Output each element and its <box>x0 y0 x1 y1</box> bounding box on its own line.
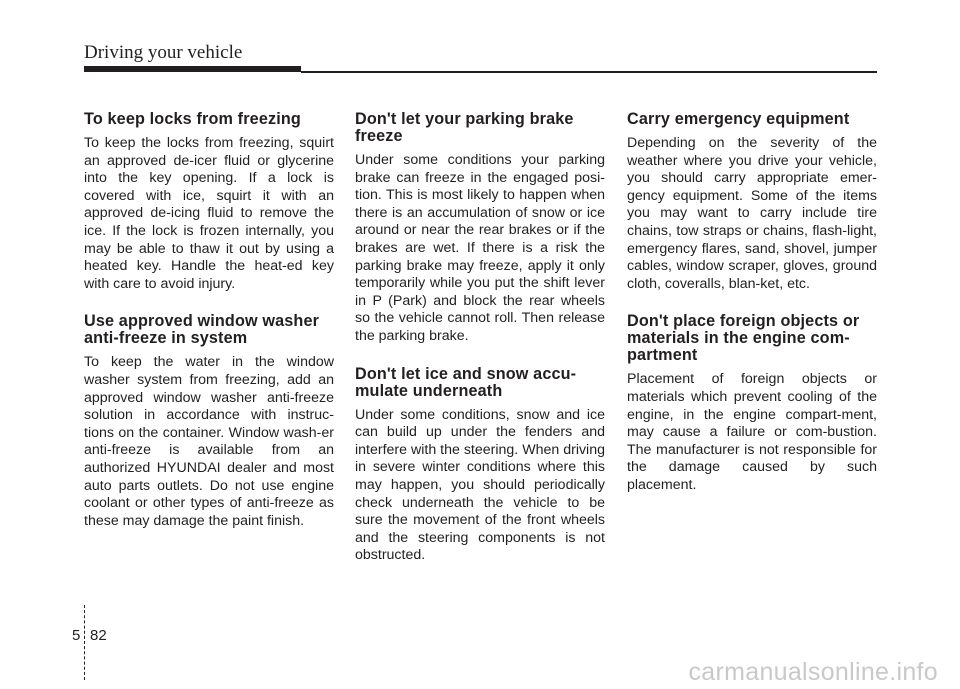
section-heading-locks: To keep locks from freezing <box>84 110 301 128</box>
footer-divider <box>84 605 86 680</box>
section-body-foreign-objects: Placement of foreign objects or materials which prevent cooling of the engine, in the engine compart-ment, may cause a failure or com-bustion. The manufacturer is not responsible for the damage caused by such placement. <box>627 371 877 493</box>
column-3 <box>627 111 877 515</box>
footer-page-number: 82 <box>90 627 107 644</box>
page-header-title: Driving your vehicle <box>84 42 243 63</box>
column-1 <box>84 111 334 550</box>
section-body-washer: To keep the water in the window washer system from freezing, add an approved window washer anti-freeze solution in accordance with instruc-tions on the container. Window wash-er anti-freeze is available from an authorized HYUNDAI dealer and most auto parts outlets. Do not use engine coolant or other types of anti-freeze as these may damage the paint finish. <box>84 354 334 529</box>
section-heading-foreign-objects: Don't place foreign objects or materials in the engine com-partment <box>627 312 860 365</box>
column-2 <box>355 111 605 585</box>
section-heading-washer: Use approved window washer anti-freeze in system <box>84 312 320 348</box>
section-heading-parking-brake: Don't let your parking brake freeze <box>355 110 574 145</box>
section-body-locks: To keep the locks from freezing, squirt an approved de-icer fluid or glycerine into the key opening. If a lock is covered with ice, squirt it with an approved de-icing fluid to remove the ice. If the lock is frozen internally, you may be able to thaw it out by using a heated key. Handle the heat-ed key with care to avoid injury. <box>84 135 334 292</box>
header-rule-thick <box>84 66 301 72</box>
footer-chapter-number: 5 <box>72 627 81 644</box>
section-body-emergency: Depending on the severity of the weather where you drive your vehicle, you should carry appropriate emer-gency equipment. Some of the items you may want to carry include tire chains, tow straps or chains, flash-light, emergency flares, sand, shovel, jumper cables, window scraper, gloves, ground cloth, coveralls, blan-ket, etc. <box>627 135 877 292</box>
header-rule-thin <box>301 71 877 73</box>
section-body-parking-brake: Under some conditions your parking brake can freeze in the engaged posi-tion. This is most likely to happen when there is an accumulation of snow or ice around or near the rear brakes or if the brakes are wet. If there is a risk the parking brake may freeze, apply it only temporarily while you put the shift lever in P (Park) and block the rear wheels so the vehicle cannot roll. Then release the parking brake. <box>355 152 605 344</box>
section-heading-emergency: Carry emergency equipment <box>627 110 850 128</box>
section-heading-ice-snow: Don't let ice and snow accu-mulate underneath <box>355 364 577 400</box>
section-body-ice-snow: Under some conditions, snow and ice can build up under the fenders and interfere with the steering. When driving in severe winter conditions where this may happen, you should periodically check underneath the vehicle to be sure the movement of the front wheels and the steering components is not obstructed. <box>355 406 605 564</box>
watermark: carmanualsonline.info <box>688 658 938 686</box>
